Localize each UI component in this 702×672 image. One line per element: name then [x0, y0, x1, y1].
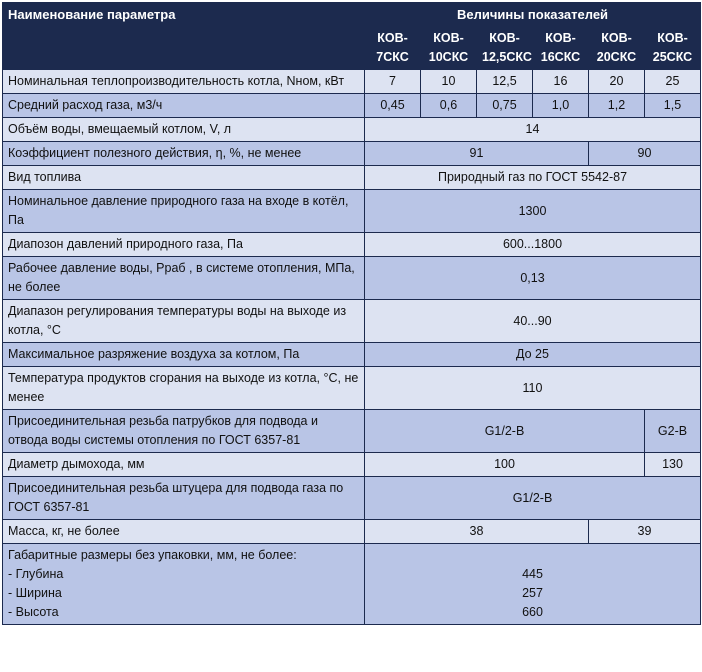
param-name: Диапозон давлений природного газа, Па	[3, 233, 365, 257]
param-value: До 25	[365, 343, 701, 367]
param-value: 110	[365, 367, 701, 410]
param-name: Присоединительная резьба штуцера для подвода газа по ГОСТ 6357-81	[3, 477, 365, 520]
param-value: 7	[365, 70, 421, 94]
param-name: Присоединительная резьба патрубков для подвода и отвода воды системы отопления по ГОСТ 6357-81	[3, 410, 365, 453]
table-row	[3, 367, 701, 410]
table-row	[3, 257, 701, 300]
table-row	[3, 300, 701, 343]
param-name: Номинальное давление природного газа на входе в котёл, Па	[3, 190, 365, 233]
table-row	[3, 343, 701, 367]
param-value: 100	[365, 453, 645, 477]
param-value: 12,5	[477, 70, 533, 94]
param-name: Масса, кг, не более	[3, 520, 365, 544]
table-row	[3, 142, 701, 166]
param-value: 130	[645, 453, 701, 477]
param-value: 1,2	[589, 94, 645, 118]
param-value: 90	[589, 142, 701, 166]
param-value: G1/2-В	[365, 477, 701, 520]
param-value: 16	[533, 70, 589, 94]
dimension-label-depth: - Глубина	[8, 567, 64, 581]
param-name: Диапазон регулирования температуры воды на выходе из котла, °С	[3, 300, 365, 343]
table-row	[3, 94, 701, 118]
param-value: 10	[421, 70, 477, 94]
parameter-column-header: Наименование параметра	[3, 3, 365, 70]
table-row	[3, 520, 701, 544]
param-name: Объём воды, вмещаемый котлом, V, л	[3, 118, 365, 142]
param-value: 0,75	[477, 94, 533, 118]
param-name: Диаметр дымохода, мм	[3, 453, 365, 477]
table-row	[3, 70, 701, 94]
param-name: Номинальная теплопроизводительность котла, Nном, кВт	[3, 70, 365, 94]
param-value: 14	[365, 118, 701, 142]
specifications-table	[2, 2, 701, 625]
table-row	[3, 477, 701, 520]
param-name	[3, 544, 365, 625]
values-group-header: Величины показателей	[365, 3, 701, 27]
param-value: 39	[589, 520, 701, 544]
param-value: 91	[365, 142, 589, 166]
dimension-value-height: 660	[522, 605, 543, 619]
param-value: G1/2-В	[365, 410, 645, 453]
param-name: Рабочее давление воды, Рраб , в системе отопления, МПа, не более	[3, 257, 365, 300]
param-value: 38	[365, 520, 589, 544]
param-value: 40...90	[365, 300, 701, 343]
dimension-value-depth: 445	[522, 567, 543, 581]
param-name: Температура продуктов сгорания на выходе из котла, °С, не менее	[3, 367, 365, 410]
param-value	[365, 544, 701, 625]
param-value: 1,5	[645, 94, 701, 118]
param-value: 1300	[365, 190, 701, 233]
table-row	[3, 118, 701, 142]
dimension-label-width: - Ширина	[8, 586, 62, 600]
param-name: Средний расход газа, м3/ч	[3, 94, 365, 118]
param-name: Коэффициент полезного действия, η, %, не менее	[3, 142, 365, 166]
dimension-label-height: - Высота	[8, 605, 59, 619]
param-value: 25	[645, 70, 701, 94]
param-value: Природный газ по ГОСТ 5542-87	[365, 166, 701, 190]
param-value: G2-В	[645, 410, 701, 453]
dimensions-title: Габаритные размеры без упаковки, мм, не более:	[8, 548, 297, 562]
param-value: 600...1800	[365, 233, 701, 257]
model-header-kov-12-5: КОВ- 12,5СКС	[477, 27, 533, 70]
table-row	[3, 410, 701, 453]
dimension-value-width: 257	[522, 586, 543, 600]
model-header-kov-20: КОВ- 20СКС	[589, 27, 645, 70]
model-header-kov-10: КОВ- 10СКС	[421, 27, 477, 70]
param-name: Вид топлива	[3, 166, 365, 190]
param-value: 20	[589, 70, 645, 94]
table-row	[3, 166, 701, 190]
param-value: 1,0	[533, 94, 589, 118]
model-header-kov-16: КОВ- 16СКС	[533, 27, 589, 70]
param-value: 0,6	[421, 94, 477, 118]
table-row	[3, 544, 701, 625]
table-row	[3, 453, 701, 477]
table-row	[3, 190, 701, 233]
table-row	[3, 233, 701, 257]
model-header-kov-25: КОВ- 25СКС	[645, 27, 701, 70]
model-header-kov-7: КОВ- 7СКС	[365, 27, 421, 70]
param-value: 0,45	[365, 94, 421, 118]
param-name: Максимальное разряжение воздуха за котлом, Па	[3, 343, 365, 367]
param-value: 0,13	[365, 257, 701, 300]
